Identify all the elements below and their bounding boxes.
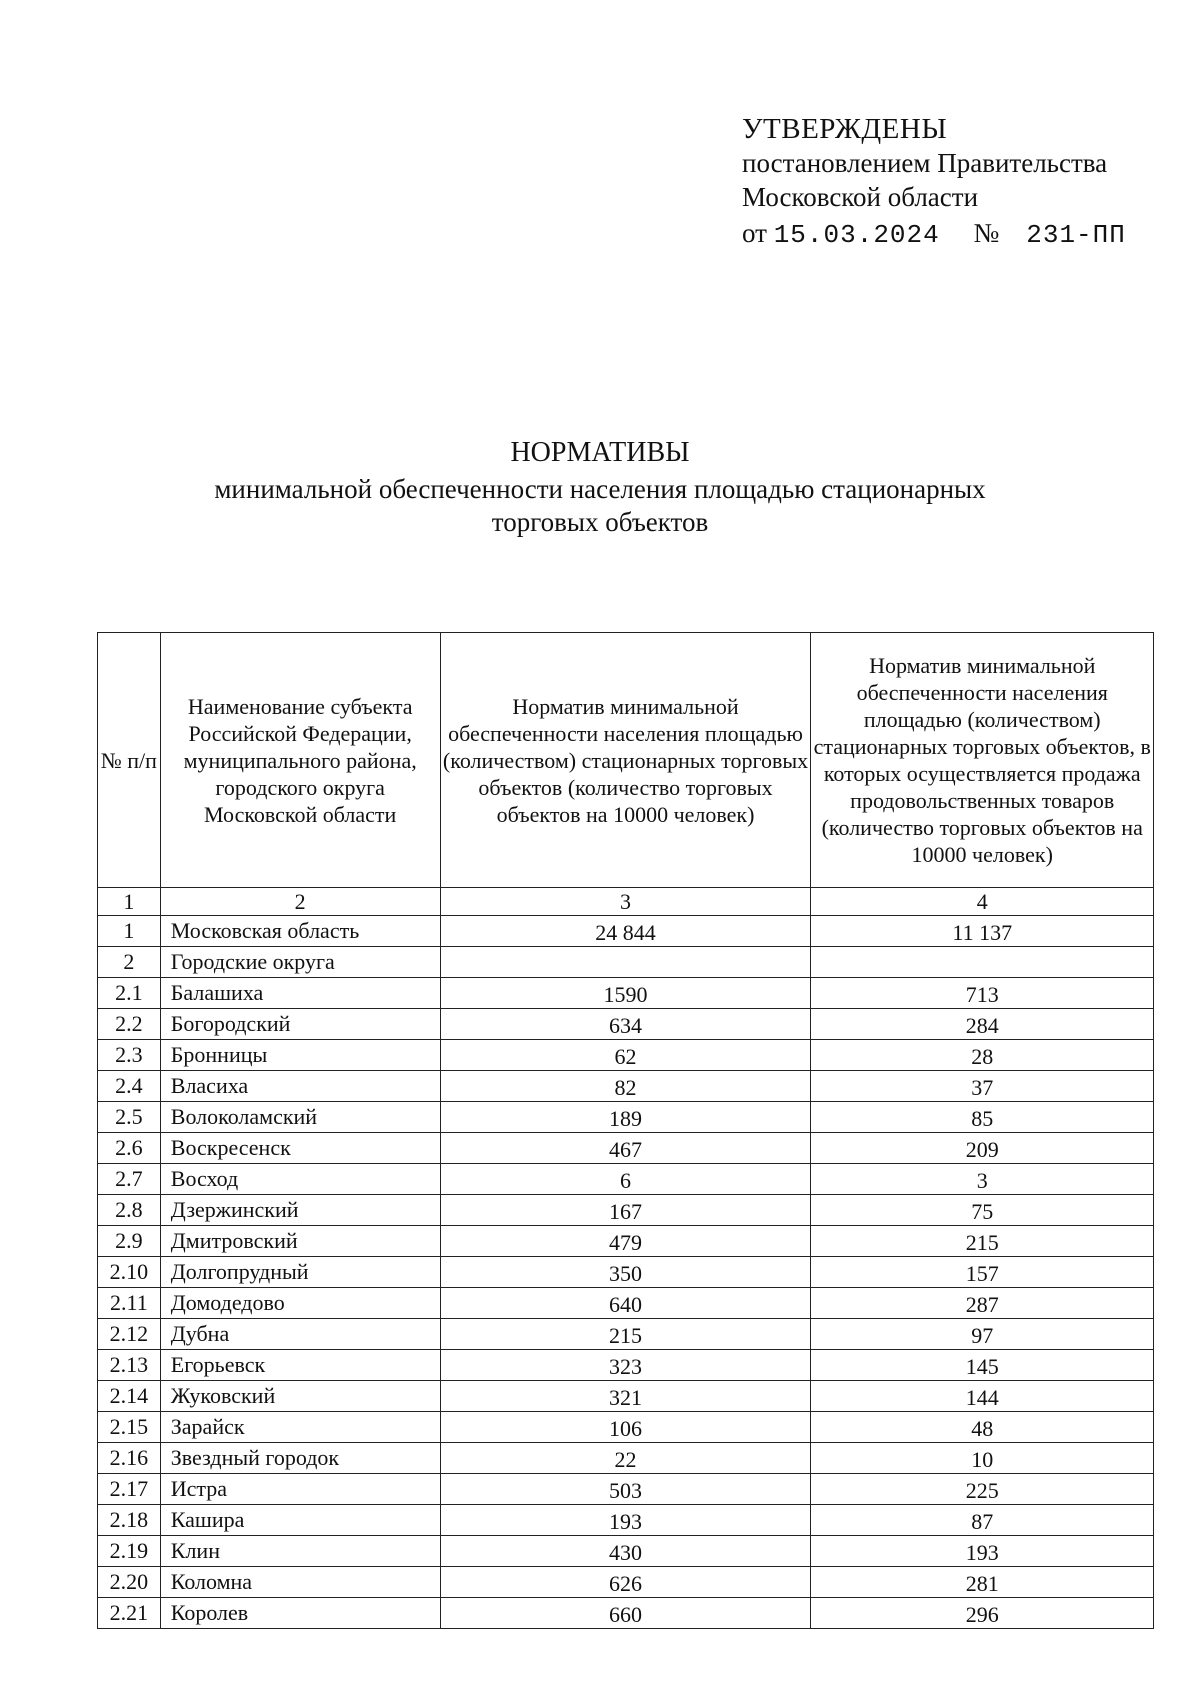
row-total: 640: [440, 1288, 811, 1319]
row-food: 75: [811, 1195, 1154, 1226]
approval-date: 15.03.2024: [773, 220, 940, 250]
table-row: [98, 1226, 1154, 1257]
row-total: 350: [440, 1257, 811, 1288]
row-total: 430: [440, 1536, 811, 1567]
approval-number: 231-ПП: [1026, 220, 1126, 250]
row-number: 2.5: [98, 1102, 161, 1133]
table-row: [98, 1009, 1154, 1040]
row-total: 215: [440, 1319, 811, 1350]
row-name: Коломна: [160, 1567, 440, 1598]
row-name: Власиха: [160, 1071, 440, 1102]
row-name: Восход: [160, 1164, 440, 1195]
table-row: [98, 1350, 1154, 1381]
row-total: 467: [440, 1133, 811, 1164]
table-row: [98, 947, 1154, 978]
row-food: 37: [811, 1071, 1154, 1102]
row-food: 87: [811, 1505, 1154, 1536]
row-number: 2: [98, 947, 161, 978]
row-food: 28: [811, 1040, 1154, 1071]
table-row: [98, 1288, 1154, 1319]
table-header-row: [98, 633, 1154, 888]
row-total: 24 844: [440, 916, 811, 947]
header-number: № п/п: [98, 633, 161, 888]
row-total: 106: [440, 1412, 811, 1443]
document-title: [0, 436, 1200, 539]
row-name: Воскресенск: [160, 1133, 440, 1164]
row-food: 144: [811, 1381, 1154, 1412]
row-food: 296: [811, 1598, 1154, 1629]
row-name: Клин: [160, 1536, 440, 1567]
row-number: 2.12: [98, 1319, 161, 1350]
row-total: 62: [440, 1040, 811, 1071]
row-food: 11 137: [811, 916, 1154, 947]
column-number: 4: [811, 888, 1154, 916]
approval-title: УТВЕРЖДЕНЫ: [742, 113, 948, 145]
row-name: Жуковский: [160, 1381, 440, 1412]
row-number: 2.7: [98, 1164, 161, 1195]
number-prefix: №: [973, 218, 1000, 248]
row-food: 193: [811, 1536, 1154, 1567]
row-number: 2.18: [98, 1505, 161, 1536]
table-row: [98, 1319, 1154, 1350]
row-total: 6: [440, 1164, 811, 1195]
row-name: Бронницы: [160, 1040, 440, 1071]
header-name: Наименование субъекта Российской Федерации, муниципального района, городского округа Московской области: [160, 633, 440, 888]
row-number: 2.14: [98, 1381, 161, 1412]
row-number: 2.4: [98, 1071, 161, 1102]
document-heading: НОРМАТИВЫ: [510, 437, 690, 468]
row-food: 215: [811, 1226, 1154, 1257]
table-row: [98, 1536, 1154, 1567]
row-name: Дзержинский: [160, 1195, 440, 1226]
row-food: [811, 947, 1154, 978]
table-row: [98, 1257, 1154, 1288]
table-row: [98, 978, 1154, 1009]
header-food: Норматив минимальной обеспеченности населения площадью (количеством) стационарных торговых объектов, в которых осуществляется продажа продовольственных товаров (количество торговых объектов на 10000 человек): [811, 633, 1154, 888]
row-food: 281: [811, 1567, 1154, 1598]
approval-line-1: постановлением Правительства: [742, 148, 1108, 178]
row-number: 2.3: [98, 1040, 161, 1071]
approval-block: [742, 112, 1126, 252]
row-number: 2.17: [98, 1474, 161, 1505]
row-name: Зарайск: [160, 1412, 440, 1443]
row-number: 2.13: [98, 1350, 161, 1381]
column-number: 1: [98, 888, 161, 916]
table-row: [98, 1443, 1154, 1474]
row-number: 2.10: [98, 1257, 161, 1288]
row-total: 479: [440, 1226, 811, 1257]
row-total: 167: [440, 1195, 811, 1226]
row-food: 145: [811, 1350, 1154, 1381]
row-name: Дмитровский: [160, 1226, 440, 1257]
row-name: Дубна: [160, 1319, 440, 1350]
row-total: 82: [440, 1071, 811, 1102]
row-name: Долгопрудный: [160, 1257, 440, 1288]
row-food: 157: [811, 1257, 1154, 1288]
row-total: 321: [440, 1381, 811, 1412]
table-row: [98, 1567, 1154, 1598]
approval-line-2: Московской области: [742, 182, 979, 212]
header-total: Норматив минимальной обеспеченности населения площадью (количеством) стационарных торговых объектов (количество торговых объектов на 10000 человек): [440, 633, 811, 888]
row-food: 97: [811, 1319, 1154, 1350]
row-number: 2.20: [98, 1567, 161, 1598]
row-total: 634: [440, 1009, 811, 1040]
row-food: 209: [811, 1133, 1154, 1164]
table-row: [98, 1381, 1154, 1412]
table-row: [98, 1474, 1154, 1505]
row-food: 3: [811, 1164, 1154, 1195]
row-food: 287: [811, 1288, 1154, 1319]
row-total: 660: [440, 1598, 811, 1629]
row-number: 2.15: [98, 1412, 161, 1443]
row-name: Истра: [160, 1474, 440, 1505]
row-name: Кашира: [160, 1505, 440, 1536]
row-number: 2.6: [98, 1133, 161, 1164]
table-row: [98, 1102, 1154, 1133]
row-name: Московская область: [160, 916, 440, 947]
row-total: 1590: [440, 978, 811, 1009]
row-number: 2.11: [98, 1288, 161, 1319]
row-number: 2.1: [98, 978, 161, 1009]
row-number: 2.9: [98, 1226, 161, 1257]
column-number: 3: [440, 888, 811, 916]
row-number: 1: [98, 916, 161, 947]
table-row: [98, 1505, 1154, 1536]
row-name: Домодедово: [160, 1288, 440, 1319]
row-name: Городские округа: [160, 947, 440, 978]
table-row: [98, 1412, 1154, 1443]
row-total: 193: [440, 1505, 811, 1536]
row-total: 626: [440, 1567, 811, 1598]
row-total: 503: [440, 1474, 811, 1505]
row-number: 2.2: [98, 1009, 161, 1040]
row-total: 22: [440, 1443, 811, 1474]
column-number-row: [98, 888, 1154, 916]
row-food: 225: [811, 1474, 1154, 1505]
table-row: [98, 1071, 1154, 1102]
normatives-table: [97, 632, 1154, 1629]
table-row: [98, 1040, 1154, 1071]
row-number: 2.16: [98, 1443, 161, 1474]
approval-date-line: [742, 216, 1126, 252]
row-name: Звездный городок: [160, 1443, 440, 1474]
table-row: [98, 1164, 1154, 1195]
document-subtitle-1: минимальной обеспеченности населения площадью стационарных: [214, 474, 986, 504]
document-subtitle-2: торговых объектов: [491, 507, 709, 537]
row-number: 2.21: [98, 1598, 161, 1629]
row-food: 10: [811, 1443, 1154, 1474]
row-total: [440, 947, 811, 978]
row-total: 189: [440, 1102, 811, 1133]
row-name: Балашиха: [160, 978, 440, 1009]
date-prefix: от: [742, 218, 767, 248]
row-food: 48: [811, 1412, 1154, 1443]
table-row: [98, 916, 1154, 947]
row-total: 323: [440, 1350, 811, 1381]
column-number: 2: [160, 888, 440, 916]
row-name: Королев: [160, 1598, 440, 1629]
table-row: [98, 1598, 1154, 1629]
row-number: 2.19: [98, 1536, 161, 1567]
row-number: 2.8: [98, 1195, 161, 1226]
row-food: 284: [811, 1009, 1154, 1040]
row-name: Богородский: [160, 1009, 440, 1040]
table-row: [98, 1133, 1154, 1164]
row-food: 713: [811, 978, 1154, 1009]
row-name: Егорьевск: [160, 1350, 440, 1381]
table-row: [98, 1195, 1154, 1226]
row-name: Волоколамский: [160, 1102, 440, 1133]
row-food: 85: [811, 1102, 1154, 1133]
